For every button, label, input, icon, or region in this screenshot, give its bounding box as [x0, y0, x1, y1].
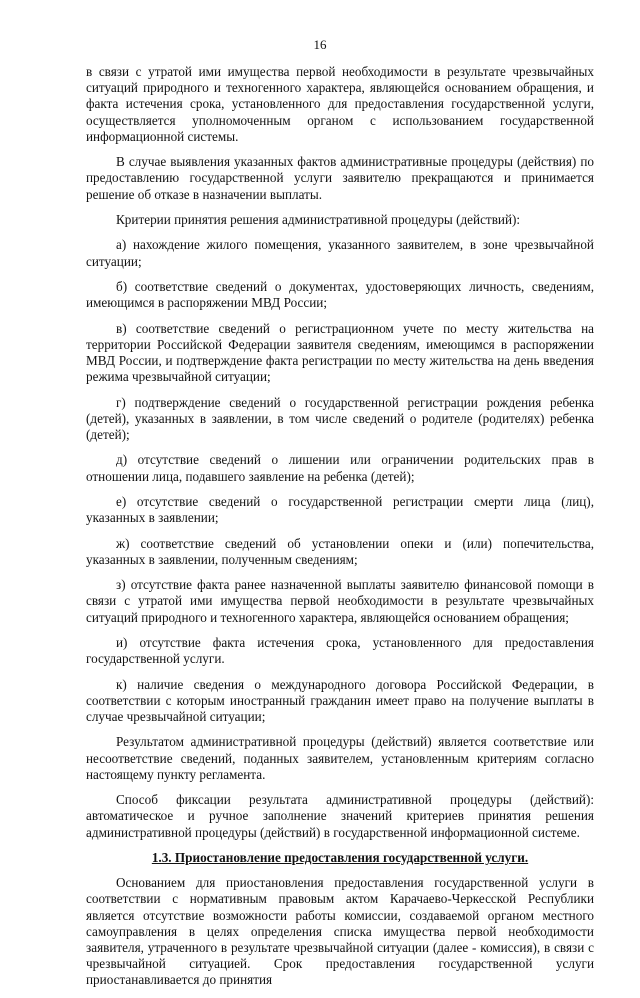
paragraph-fixation-method: Способ фиксации результата административной процедуры (действий): автоматическое и ручное заполнение значений критериев принятия решения административной процедуры (действий) в государственной информационной системе. — [86, 792, 594, 840]
criterion-i: и) отсутствие факта истечения срока, установленного для предоставления государственной услуги. — [86, 634, 594, 667]
criterion-g: г) подтверждение сведений о государственной регистрации рождения ребенка (детей), указанных в заявлении, в том числе сведений о родителе (родителях) ребенка (детей); — [86, 394, 594, 442]
criterion-z: з) отсутствие факта ранее назначенной выплаты заявителю финансовой помощи в связи с утратой ими имущества первой необходимости в результате чрезвычайных ситуаций природного и техногенного характера, являющейся основанием обращения; — [86, 577, 594, 625]
page-number: 16 — [313, 37, 327, 52]
document-body — [86, 64, 594, 998]
paragraph-termination: В случае выявления указанных фактов административные процедуры (действия) по предоставлению государственной услуги заявителю прекращаются и принимается решение об отказе в назначении выплаты. — [86, 154, 594, 202]
paragraph-suspension-basis: Основанием для приостановления предоставления государственной услуги в соответствии с нормативным правовым актом Карачаево-Черкесской Республики является отсутствие возможности работы комиссии, создаваемой органом местного самоуправления в целях определения списка имущества первой необходимости заявителя, утраченного в результате чрезвычайной ситуации (далее - комиссия), в связи с чрезвычайной ситуацией. Срок предоставления государственной услуги приостанавливается до принятия — [86, 875, 594, 988]
criterion-d: д) отсутствие сведений о лишении или ограничении родительских прав в отношении лица, подавшего заявление на ребенка (детей); — [86, 452, 594, 484]
criterion-b: б) соответствие сведений о документах, удостоверяющих личность, сведениям, имеющимся в распоряжении МВД России; — [86, 278, 594, 311]
criterion-e: е) отсутствие сведений о государственной регистрации смерти лица (лиц), указанных в заявлении; — [86, 493, 594, 526]
section-heading — [86, 850, 594, 866]
criterion-a: а) нахождение жилого помещения, указанного заявителем, в зоне чрезвычайной ситуации; — [86, 237, 594, 269]
criterion-k: к) наличие сведения о международного договора Российской Федерации, в соответствии с которым иностранный гражданин имеет право на получение выплаты в случае чрезвычайной ситуации; — [86, 676, 594, 724]
section-heading-text: 1.3. Приостановление предоставления государственной услуги. — [151, 849, 529, 865]
paragraph-continuation: в связи с утратой ими имущества первой необходимости в результате чрезвычайных ситуаций природного и техногенного характера, являющейся основанием обращения, и факта истечения срока, установленного для предоставления государственной услуги, осуществляется уполномоченным органом с использованием государственной информационной системы. — [86, 64, 594, 144]
paragraph-result: Результатом административной процедуры (действий) является соответствие или несоответствие сведений, поданных заявителем, установленным критериям согласно настоящему пункту регламента. — [86, 734, 594, 782]
paragraph-criteria-intro: Критерии принятия решения административной процедуры (действий): — [116, 212, 521, 227]
criterion-v: в) соответствие сведений о регистрационном учете по месту жительства на территории Российской Федерации заявителя сведениям, имеющимся в распоряжении МВД России, и подтверждение факта регистрации по месту жительства на день введения режима чрезвычайной ситуации; — [86, 320, 594, 385]
criterion-zh: ж) соответствие сведений об установлении опеки и (или) попечительства, указанных в заявлении, полученным сведениям; — [86, 535, 594, 567]
